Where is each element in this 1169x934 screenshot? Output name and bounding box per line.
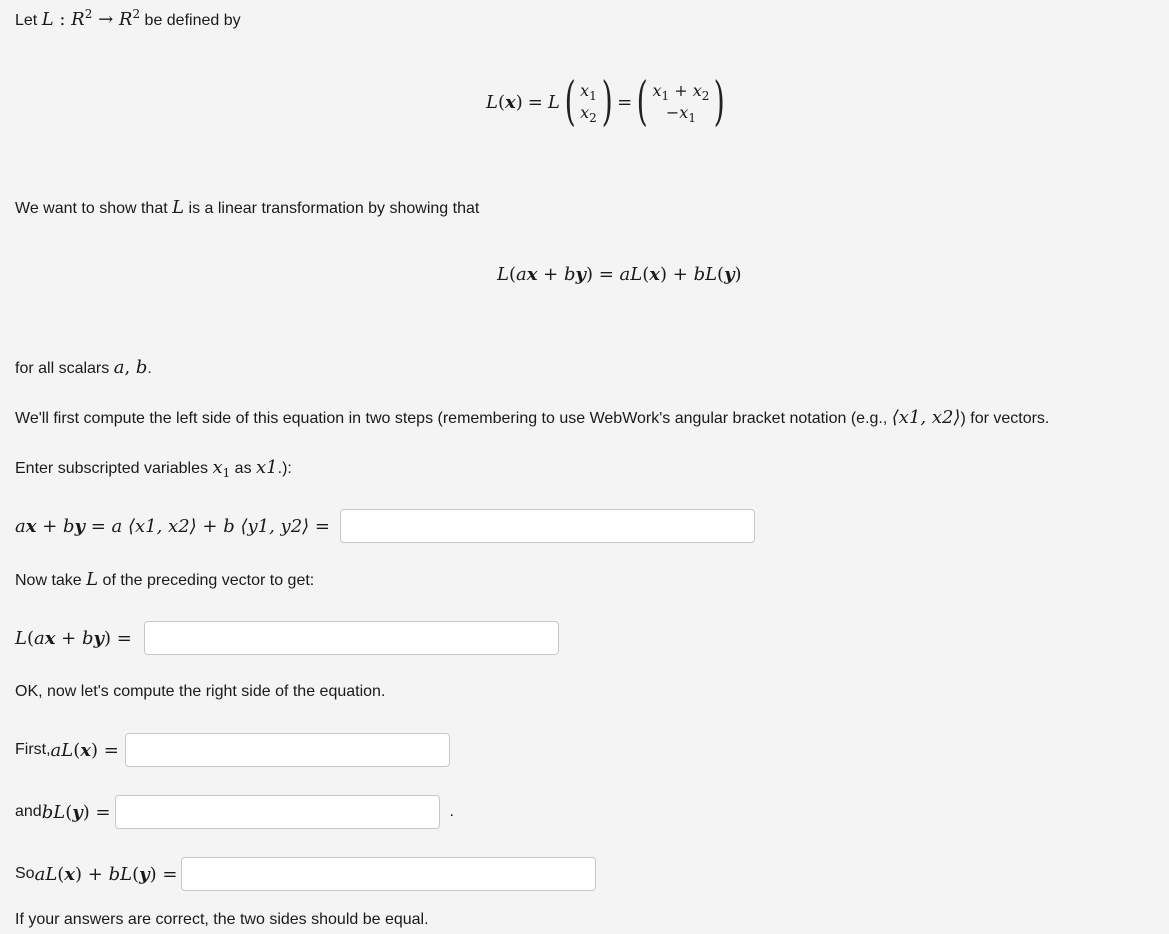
bracket-notation-example: ⟨x1, x2⟩ bbox=[891, 407, 961, 428]
vector-entry bbox=[666, 102, 696, 124]
input-column-vector bbox=[580, 80, 597, 124]
step2-paren: ( bbox=[26, 627, 34, 649]
lin-paren: ( bbox=[508, 264, 516, 285]
lin-b: b bbox=[693, 264, 706, 285]
lin-paren: ) bbox=[585, 264, 594, 285]
scalar-b: b bbox=[135, 357, 148, 378]
step1-vector-x: ⟨x1, x2⟩ bbox=[122, 515, 197, 537]
lin-x: x bbox=[649, 264, 660, 285]
step5-L: L bbox=[120, 863, 133, 885]
instructions-text: as bbox=[230, 460, 257, 477]
step5-plus: + bbox=[82, 863, 109, 885]
lin-a: a bbox=[619, 264, 631, 285]
step1-eq: = bbox=[309, 515, 331, 537]
instructions-text: .): bbox=[277, 460, 292, 477]
step4-prefix: and bbox=[15, 803, 42, 820]
step3-row bbox=[15, 732, 450, 768]
vector-entry-sub: 1 bbox=[688, 111, 696, 125]
step3-x: x bbox=[80, 739, 91, 761]
step5-paren: ) bbox=[149, 863, 157, 885]
colon: : bbox=[53, 9, 72, 30]
step5-answer-input[interactable] bbox=[181, 857, 596, 891]
lin-y: y bbox=[724, 264, 735, 285]
step3-label bbox=[51, 740, 119, 761]
step5-y: y bbox=[139, 863, 150, 885]
step5-row bbox=[15, 856, 596, 892]
step4-eq: = bbox=[89, 801, 111, 823]
linearity-equation bbox=[497, 263, 742, 287]
codomain-exponent: 2 bbox=[132, 7, 141, 21]
step1-x: x bbox=[25, 515, 37, 537]
step5-paren: ( bbox=[57, 863, 65, 885]
definition-lhs-fn: L bbox=[486, 91, 498, 113]
step1-y: y bbox=[74, 515, 85, 537]
step5-x: x bbox=[64, 863, 76, 885]
vector-entry-sub: 2 bbox=[701, 89, 710, 103]
lin-x: x bbox=[526, 264, 538, 285]
matrix-open-paren: ( bbox=[636, 72, 648, 132]
lin-L: L bbox=[630, 264, 643, 285]
vector-entry-var: x bbox=[679, 103, 689, 122]
step4-label bbox=[42, 802, 111, 823]
instructions-line-1 bbox=[15, 408, 1049, 429]
step4-L: L bbox=[53, 801, 66, 823]
scalars-comma: , bbox=[124, 357, 136, 378]
lin-paren: ( bbox=[642, 264, 650, 285]
vector-entry-op: + bbox=[669, 81, 693, 100]
map-symbol: L bbox=[41, 9, 54, 30]
step2-map: L bbox=[86, 569, 99, 590]
step4-paren: ) bbox=[82, 801, 90, 823]
instructions-text: We'll first compute the left side of this equation in two steps (remembering to use WebWork's angular bracket notation (e.g., bbox=[15, 410, 892, 427]
lin-a: a bbox=[515, 264, 527, 285]
definition-eq1: = bbox=[527, 91, 543, 113]
goal-suffix: is a linear transformation by showing that bbox=[184, 200, 480, 217]
lin-paren: ( bbox=[717, 264, 725, 285]
step5-paren: ( bbox=[132, 863, 140, 885]
step4-answer-input[interactable] bbox=[115, 795, 440, 829]
step5-eq: = bbox=[156, 863, 178, 885]
definition-lhs-arg: x bbox=[504, 91, 516, 113]
goal-prefix: We want to show that bbox=[15, 200, 173, 217]
step4-y: y bbox=[72, 801, 83, 823]
scalars-prefix: for all scalars bbox=[15, 360, 114, 377]
instructions-text: Enter subscripted variables bbox=[15, 460, 213, 477]
scalars-period: . bbox=[147, 360, 152, 377]
step4-paren: ( bbox=[65, 801, 73, 823]
lin-b: b bbox=[563, 264, 576, 285]
matrix-close-paren: ) bbox=[713, 72, 726, 132]
definition-eq2: = bbox=[617, 91, 633, 113]
vector-entry bbox=[580, 80, 597, 102]
step3-paren: ( bbox=[73, 739, 81, 761]
step3-eq: = bbox=[98, 739, 119, 761]
scalar-a: a bbox=[113, 357, 125, 378]
right-side-instruction: OK, now let's compute the right side of the equation. bbox=[15, 683, 386, 700]
matrix-open-paren: ( bbox=[564, 72, 576, 132]
lin-L: L bbox=[497, 264, 509, 285]
close-paren: ) bbox=[515, 91, 523, 113]
lin-paren: ) bbox=[734, 264, 742, 285]
step4-row bbox=[15, 794, 454, 830]
step2-answer-input[interactable] bbox=[144, 621, 559, 655]
matrix-close-paren: ) bbox=[601, 72, 613, 132]
step5-L: L bbox=[45, 863, 58, 885]
vector-entry-var: x bbox=[580, 81, 590, 100]
definition-equation bbox=[486, 74, 730, 130]
step1-b: b bbox=[63, 515, 75, 537]
step2-text: of the preceding vector to get: bbox=[98, 572, 315, 589]
step4-trail: . bbox=[449, 803, 454, 820]
arrow-symbol: → bbox=[92, 9, 119, 30]
closing-text: If your answers are correct, the two sides should be equal. bbox=[15, 911, 429, 928]
step2-label bbox=[15, 628, 132, 649]
instructions-line-2 bbox=[15, 458, 292, 479]
step2-row bbox=[15, 620, 559, 656]
domain-symbol: R bbox=[71, 9, 85, 30]
vector-entry-var: x bbox=[692, 81, 702, 100]
step1-vector-y: ⟨y1, y2⟩ bbox=[234, 515, 310, 537]
step5-label bbox=[35, 864, 178, 885]
step3-answer-input[interactable] bbox=[125, 733, 450, 767]
step1-a: a bbox=[15, 515, 26, 537]
step2-L: L bbox=[15, 627, 27, 649]
step2-text: Now take bbox=[15, 572, 87, 589]
vector-entry-var: x bbox=[580, 103, 590, 122]
step1-a: a bbox=[111, 515, 123, 537]
step2-instruction bbox=[15, 570, 314, 591]
step2-paren: ) bbox=[103, 627, 112, 649]
lin-L: L bbox=[705, 264, 718, 285]
step1-eq: = bbox=[85, 515, 112, 537]
vector-entry bbox=[652, 80, 709, 102]
lin-eq: = bbox=[593, 264, 620, 285]
step2-b: b bbox=[81, 627, 94, 649]
open-paren: ( bbox=[497, 91, 505, 113]
subscript-as-example: x1 bbox=[256, 457, 278, 478]
vector-entry bbox=[580, 102, 597, 124]
lin-plus: + bbox=[537, 264, 564, 285]
output-column-vector bbox=[652, 80, 709, 124]
step4-b: b bbox=[41, 801, 54, 823]
definition-fn2: L bbox=[547, 91, 560, 113]
codomain-symbol: R bbox=[118, 9, 133, 30]
step1-row bbox=[15, 508, 755, 544]
vector-entry-op: − bbox=[665, 103, 680, 122]
instructions-text: ) for vectors. bbox=[960, 410, 1050, 427]
step1-b: b bbox=[223, 515, 235, 537]
goal-map: L bbox=[172, 197, 185, 218]
step3-paren: ) bbox=[91, 739, 99, 761]
step5-b: b bbox=[108, 863, 121, 885]
lin-plus: + bbox=[667, 264, 694, 285]
step5-a: a bbox=[34, 863, 46, 885]
step5-paren: ) bbox=[75, 863, 83, 885]
step2-eq: = bbox=[111, 627, 132, 649]
step1-plus: + bbox=[36, 515, 63, 537]
step3-a: a bbox=[50, 739, 62, 761]
step3-prefix: First, bbox=[15, 741, 51, 758]
lin-paren: ) bbox=[660, 264, 668, 285]
step2-a: a bbox=[33, 627, 45, 649]
step2-x: x bbox=[44, 627, 56, 649]
step1-plus: + bbox=[196, 515, 224, 537]
step1-answer-input[interactable] bbox=[340, 509, 755, 543]
intro-line bbox=[15, 7, 241, 31]
vector-entry-sub: 2 bbox=[589, 111, 597, 125]
vector-entry-sub: 1 bbox=[589, 89, 597, 103]
intro-suffix: be defined by bbox=[140, 12, 241, 29]
step5-prefix: So bbox=[15, 865, 35, 882]
step2-plus: + bbox=[55, 627, 82, 649]
domain-exponent: 2 bbox=[84, 7, 93, 21]
subscript-var: x bbox=[212, 457, 223, 478]
intro-prefix: Let bbox=[15, 12, 42, 29]
subscript-number: 1 bbox=[222, 466, 231, 480]
goal-line bbox=[15, 198, 479, 219]
step1-label bbox=[15, 516, 330, 537]
step3-L: L bbox=[61, 739, 74, 761]
vector-entry-sub: 1 bbox=[661, 89, 670, 103]
scalars-line bbox=[15, 358, 152, 379]
step2-y: y bbox=[93, 627, 104, 649]
vector-entry-var: x bbox=[652, 81, 662, 100]
lin-y: y bbox=[575, 264, 586, 285]
